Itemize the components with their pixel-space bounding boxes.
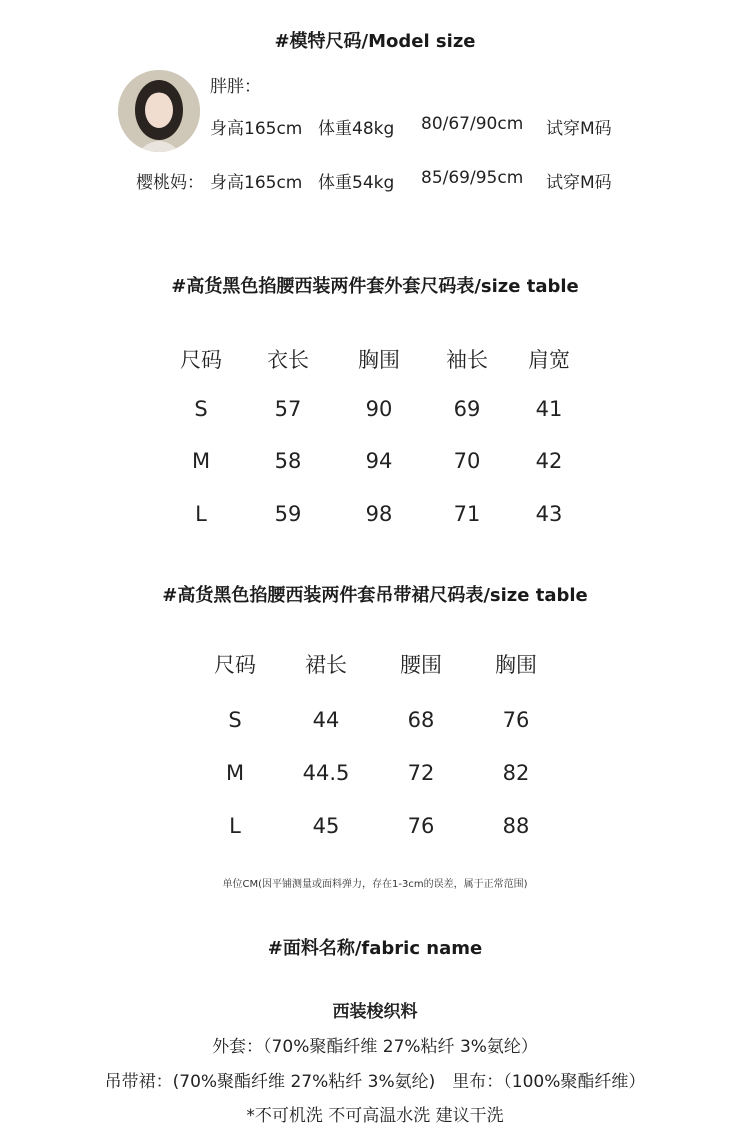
table-cell: S [194, 397, 208, 421]
fabric-title: 西装梭织料 [332, 1002, 418, 1022]
model1-try-size: 试穿M码 [546, 119, 612, 139]
model1-height: 身高165cm [210, 119, 303, 139]
table-cell: 90 [365, 397, 393, 421]
table-cell: 82 [502, 761, 530, 785]
table-cell: 42 [535, 449, 563, 473]
table-cell: 68 [407, 708, 435, 732]
jacket-size-heading: #高货黑色掐腰西装两件套外套尺码表/size table [171, 276, 579, 297]
table-cell: L [195, 502, 207, 526]
table-cell: 57 [274, 397, 302, 421]
table-cell: 71 [453, 502, 481, 526]
model1-weight: 体重48kg [318, 119, 395, 139]
table-cell: 70 [453, 449, 481, 473]
skirt-header-length: 裙长 [305, 653, 347, 677]
skirt-header-size: 尺码 [214, 653, 256, 677]
table-cell: 43 [535, 502, 563, 526]
fabric-skirt-composition: 吊带裙：(70%聚酯纤维 27%粘纤 3%氨纶) 里布：（100%聚酯纤维） [104, 1072, 646, 1092]
table-cell: 44.5 [302, 761, 350, 785]
skirt-size-heading: #高货黑色掐腰西装两件套吊带裙尺码表/size table [162, 585, 588, 606]
skirt-header-waist: 腰围 [400, 653, 442, 677]
care-instructions: *不可机洗 不可高温水洗 建议干洗 [246, 1106, 504, 1126]
jacket-header-sleeve: 袖长 [446, 348, 488, 372]
jacket-header-chest: 胸围 [358, 348, 400, 372]
table-cell: 88 [502, 814, 530, 838]
fabric-name-heading: #面料名称/fabric name [267, 938, 483, 959]
model-size-heading: #模特尺码/Model size [274, 31, 476, 52]
table-cell: 94 [365, 449, 393, 473]
model1-measurements: 80/67/90cm [421, 114, 524, 134]
table-cell: 69 [453, 397, 481, 421]
model-avatar [118, 70, 200, 152]
model2-try-size: 试穿M码 [546, 173, 612, 193]
table-cell: 72 [407, 761, 435, 785]
table-cell: 45 [312, 814, 340, 838]
table-cell: 76 [407, 814, 435, 838]
jacket-header-size: 尺码 [180, 348, 222, 372]
table-cell: M [191, 449, 211, 473]
jacket-header-shoulder: 肩宽 [528, 348, 570, 372]
model2-name: 樱桃妈： [136, 173, 204, 193]
model1-name: 胖胖： [210, 77, 261, 97]
fabric-jacket-composition: 外套：（70%聚酯纤维 27%粘纤 3%氨纶） [212, 1037, 538, 1057]
table-cell: 98 [365, 502, 393, 526]
table-cell: 41 [535, 397, 563, 421]
table-cell: 76 [502, 708, 530, 732]
table-cell: 59 [274, 502, 302, 526]
table-cell: 58 [274, 449, 302, 473]
model2-measurements: 85/69/95cm [421, 168, 524, 188]
measurement-note: 单位CM(因平铺测量或面料弹力，存在1-3cm的误差，属于正常范围) [222, 879, 528, 890]
table-cell: L [229, 814, 241, 838]
table-cell: 44 [312, 708, 340, 732]
model2-height: 身高165cm [210, 173, 303, 193]
table-cell: S [228, 708, 242, 732]
model2-weight: 体重54kg [318, 173, 395, 193]
table-cell: M [225, 761, 245, 785]
skirt-header-chest: 胸围 [495, 653, 537, 677]
jacket-header-length: 衣长 [267, 348, 309, 372]
